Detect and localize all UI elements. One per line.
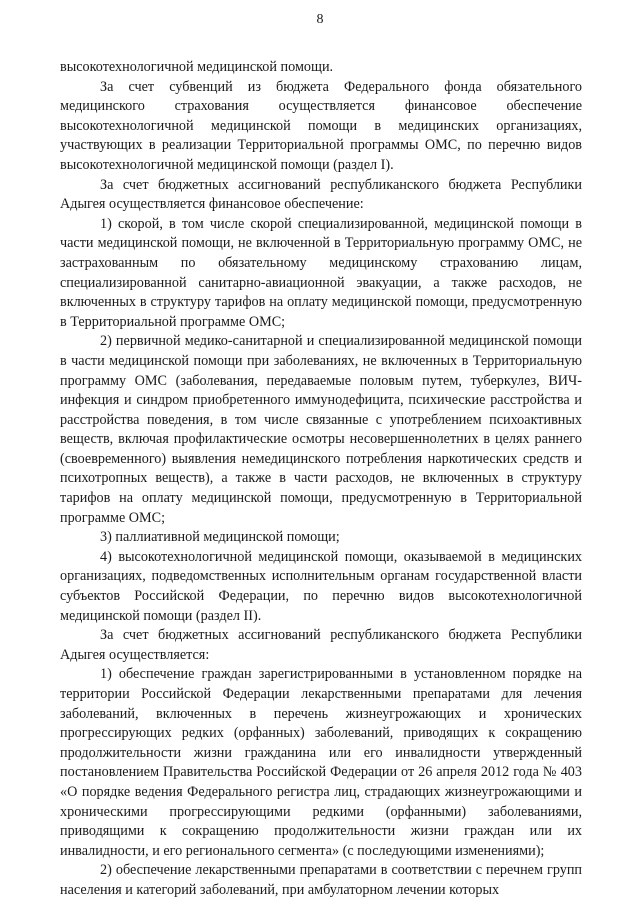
paragraph-budget-intro-2: За счет бюджетных ассигнований республиканского бюджета Республики Адыгея осуществляется: <box>60 627 582 663</box>
paragraph-subvention-funding: За счет субвенций из бюджета Федерального фонда обязательного медицинского страхования осуществляется финансовое обеспечение высокотехнологичной медицинской помощи в медицинских организациях, участвующих в реализации Территориальной программы ОМС, по перечню видов высокотехнологичной медицинской помощи (раздел I). <box>60 78 582 173</box>
list-item-4-high-tech-care: 4) высокотехнологичной медицинской помощи, оказываемой в медицинских организациях, подведомственных исполнительным органам государственной власти субъектов Российской Федерации, по перечню видов высокотехнологичной медицинской помощи (раздел II). <box>60 548 582 624</box>
list-item-3-palliative-care: 3) паллиативной медицинской помощи; <box>100 529 340 546</box>
paragraph-budget-funding-intro: За счет бюджетных ассигнований республиканского бюджета Республики Адыгея осуществляется финансовое обеспечение: <box>60 176 582 213</box>
document-body <box>60 58 582 901</box>
list-item-1-emergency-care: 1) скорой, в том числе скорой специализированной, медицинской помощи в части медицинской помощи, не включенной в Территориальную программу ОМС, не застрахованным по обязательному медицинскому страхованию лицам, специализированной санитарно-авиационной эвакуации, а также расходов, не включенных в структуру тарифов на оплату медицинской помощи, предусмотренную в Территориальной программе ОМС; <box>60 215 582 330</box>
list-item-2-medicines: 2) обеспечение лекарственными препаратами в соответствии с перечнем групп населения и категорий заболеваний, при амбулаторном лечении которых <box>60 862 582 898</box>
paragraph-continuation: высокотехнологичной медицинской помощи. <box>60 59 334 75</box>
list-item-1-orphan-drugs: 1) обеспечение граждан зарегистрированными в установленном порядке на территории Российской Федерации лекарственными препаратами для лечения заболеваний, включенных в перечень жизнеугрожающих и хронических прогрессирующих редких (орфанных) заболеваний, приводящих к сокращению продолжительности жизни гражданина или его инвалидности утвержденный постановлением Правительства Российской Федерации от 26 апреля 2012 года № 403 «О порядке ведения Федерального регистра лиц, страдающих жизнеугрожающими и хроническими прогрессирующими редкими (орфанными) заболеваниями, приводящими к сокращению продолжительности жизни граждан или их инвалидности, и его регионального сегмента» (с последующими изменениями); <box>60 666 582 859</box>
list-item-2-primary-care: 2) первичной медико-санитарной и специализированной медицинской помощи в части медицинской помощи при заболеваниях, не включенных в Территориальную программу ОМС (заболевания, передаваемые половым путем, туберкулез, ВИЧ-инфекция и синдром приобретенного иммунодефицита, психические расстройства и расстройства поведения, в том числе связанные с употреблением психоактивных веществ, включая профилактические осмотры несовершеннолетних в целях раннего (своевременного) выявления немедицинского потребления наркотических средств и психотропных веществ), а также в части расходов, не включенных в структуру тарифов на оплату медицинской помощи, предусмотренную в Территориальной программе ОМС; <box>60 333 582 526</box>
page-number: 8 <box>316 12 324 27</box>
